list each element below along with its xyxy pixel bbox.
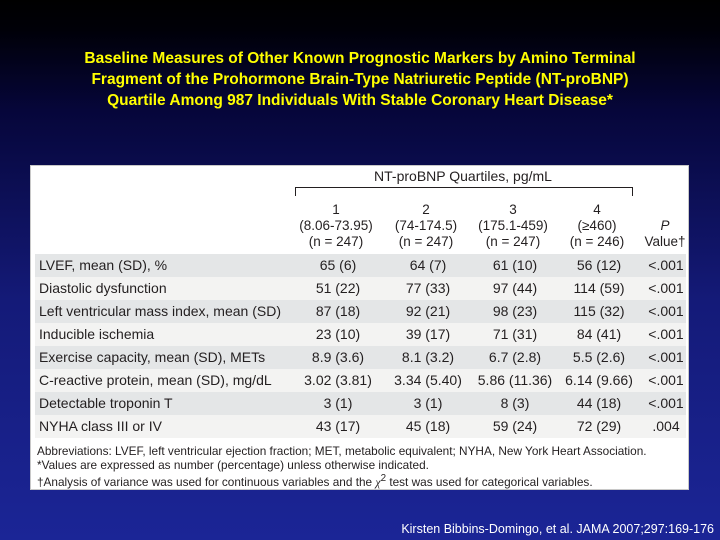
row-label: Left ventricular mass index, mean (SD) [39,303,281,319]
footnote-dagger [37,472,687,489]
cell-p: .004 [652,418,680,434]
title-line-1: Baseline Measures of Other Known Prognostic Markers by Amino Terminal [84,50,636,67]
q3-n: (n = 247) [485,234,541,249]
column-header-q1 [291,202,381,250]
row-label: NYHA class III or IV [39,418,162,434]
cell-p: <.001 [648,280,684,296]
cell-q1: 3.02 (3.81) [304,372,372,388]
cell-q4: 115 (32) [573,303,625,319]
table-row [35,369,686,392]
title-line-2: Fragment of the Prohormone Brain-Type Natriuretic Peptide (NT-proBNP) [91,71,629,88]
table-row [35,323,686,346]
row-label: Detectable troponin T [39,395,173,411]
table-row [35,254,686,277]
cell-p: <.001 [648,326,684,342]
q1-range: (8.06-73.95) [299,218,373,233]
footnote-dagger-pre: †Analysis of variance was used for continuous variables and the [37,474,376,489]
slide-title [10,48,710,111]
cell-q3: 61 (10) [492,257,538,273]
cell-q1: 51 (22) [315,280,361,296]
cell-p: <.001 [648,372,684,388]
cell-q1: 65 (6) [319,257,357,273]
q2-n: (n = 247) [398,234,454,249]
q4-range: (≥460) [577,218,617,233]
cell-q3: 8 (3) [500,395,530,411]
p-header-bottom: Value† [644,234,686,249]
table-panel [30,165,689,490]
cell-q3: 6.7 (2.8) [488,349,542,365]
table-row [35,277,686,300]
cell-q4: 72 (29) [576,418,622,434]
q2-number: 2 [422,202,430,217]
cell-q2: 3 (1) [413,395,443,411]
q1-n: (n = 247) [308,234,364,249]
cell-q3: 97 (44) [492,280,538,296]
cell-q1: 3 (1) [323,395,353,411]
cell-q4: 56 (12) [576,257,622,273]
cell-q2: 8.1 (3.2) [401,349,455,365]
cell-q1: 23 (10) [315,326,361,342]
cell-q4: 114 (59) [573,280,625,296]
cell-p: <.001 [648,257,684,273]
q3-range: (175.1-459) [478,218,548,233]
cell-q1: 43 (17) [315,418,361,434]
cell-q3: 71 (31) [492,326,538,342]
chi-symbol: χ [375,474,381,489]
cell-q4: 5.5 (2.6) [572,349,626,365]
cell-q2: 64 (7) [409,257,447,273]
cell-q4: 84 (41) [576,326,622,342]
cell-q2: 92 (21) [405,303,451,319]
cell-q1: 8.9 (3.6) [311,349,365,365]
q4-n: (n = 246) [569,234,625,249]
title-line-3: Quartile Among 987 Individuals With Stable Coronary Heart Disease* [107,92,613,109]
cell-q3: 5.86 (11.36) [477,372,553,388]
cell-p: <.001 [648,395,684,411]
q2-range: (74-174.5) [394,218,458,233]
q4-number: 4 [593,202,601,217]
cell-q1: 87 (18) [315,303,361,319]
cell-q3: 59 (24) [492,418,538,434]
p-header-top: P [660,218,670,233]
table-row [35,346,686,369]
row-label: LVEF, mean (SD), % [39,257,168,273]
column-header-p-value [637,218,693,250]
cell-q4: 6.14 (9.66) [565,372,633,388]
column-header-q3 [469,202,557,250]
chi-superscript: 2 [380,473,387,484]
footnote-abbreviations: Abbreviations: LVEF, left ventricular ejection fraction; MET, metabolic equivalent; NYHA, New York Heart Association. [37,444,647,458]
quartile-group-header: NT-proBNP Quartiles, pg/mL [374,168,552,184]
table-footnotes [37,445,687,489]
cell-q2: 3.34 (5.40) [394,372,462,388]
row-label: Diastolic dysfunction [39,280,167,296]
table-row [35,392,686,415]
quartile-header-bracket [295,187,633,196]
column-header-q2 [383,202,469,250]
cell-q2: 77 (33) [405,280,451,296]
q3-number: 3 [509,202,517,217]
row-label: Exercise capacity, mean (SD), METs [39,349,266,365]
q1-number: 1 [332,202,340,217]
row-label: Inducible ischemia [39,326,155,342]
cell-q4: 44 (18) [576,395,622,411]
cell-p: <.001 [648,303,684,319]
citation: Kirsten Bibbins-Domingo, et al. JAMA 2007;297:169-176 [401,522,714,536]
cell-q2: 39 (17) [405,326,451,342]
table-row [35,300,686,323]
footnote-dagger-post: test was used for categorical variables. [386,474,593,489]
cell-q3: 98 (23) [492,303,538,319]
cell-q2: 45 (18) [405,418,451,434]
cell-p: <.001 [648,349,684,365]
table-row [35,415,686,438]
footnote-star: *Values are expressed as number (percentage) unless otherwise indicated. [37,457,429,472]
row-label: C-reactive protein, mean (SD), mg/dL [39,372,272,388]
column-header-q4 [557,202,637,250]
